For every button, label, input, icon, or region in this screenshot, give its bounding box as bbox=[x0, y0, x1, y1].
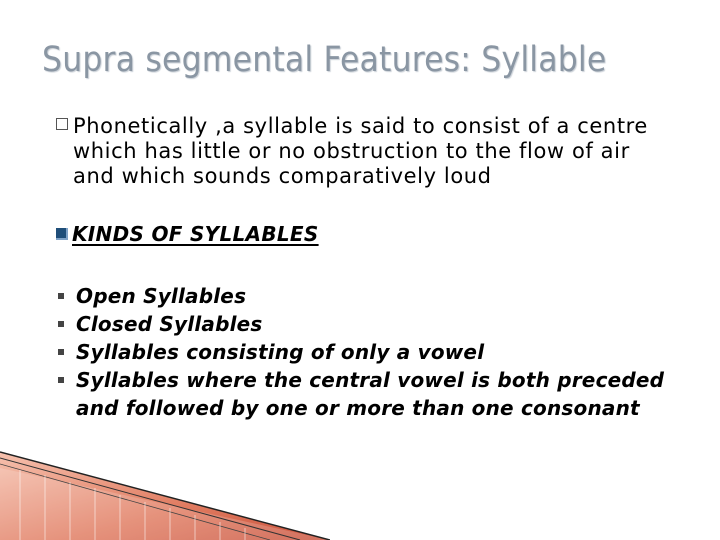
list-item bbox=[56, 338, 696, 366]
definition-text: Phonetically ,a syllable is said to consist of a centre which has little or no obstruction to the flow of air and which sounds comparatively loud bbox=[73, 114, 648, 188]
list-item-text: Syllables consisting of only a vowel bbox=[76, 340, 485, 364]
list-item-text: Open Syllables bbox=[76, 284, 247, 308]
square-bullet-icon bbox=[56, 228, 68, 240]
bullet-icon bbox=[58, 349, 64, 355]
definition-paragraph bbox=[56, 114, 676, 189]
kinds-heading bbox=[56, 222, 319, 246]
kinds-list bbox=[56, 282, 696, 422]
list-item bbox=[56, 282, 696, 310]
list-item-text: Syllables where the central vowel is both preceded and followed by one or more than one consonant bbox=[76, 368, 665, 420]
bullet-icon bbox=[58, 293, 64, 299]
corner-decoration bbox=[0, 440, 330, 540]
slide-title: Supra segmental Features: Syllable bbox=[42, 40, 607, 80]
list-item bbox=[56, 310, 696, 338]
checkbox-bullet-icon bbox=[56, 118, 68, 130]
bullet-icon bbox=[58, 377, 64, 383]
bullet-icon bbox=[58, 321, 64, 327]
kinds-heading-label: KINDS OF SYLLABLES bbox=[72, 222, 319, 246]
list-item bbox=[56, 366, 696, 422]
list-item-text: Closed Syllables bbox=[76, 312, 263, 336]
